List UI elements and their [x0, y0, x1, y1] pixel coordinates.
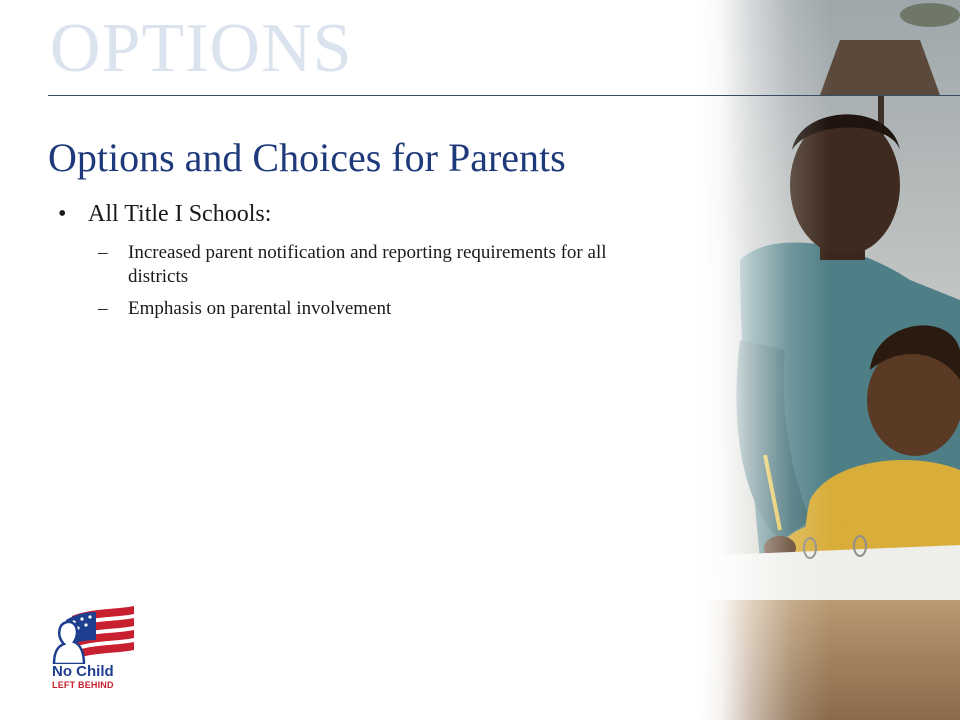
section-title: OPTIONS: [50, 10, 353, 87]
sub-bullet-item: [58, 297, 618, 321]
sub-bullet-marker: –: [98, 241, 108, 263]
sub-bullet-marker: –: [98, 298, 108, 320]
sub-bullet-item: [58, 241, 618, 289]
parent-child-photo: [700, 0, 960, 720]
header-divider: [48, 95, 960, 96]
bullet-list: [58, 200, 618, 330]
bullet-item: [58, 200, 618, 229]
bullet-text: All Title I Schools:: [88, 201, 272, 227]
sub-bullet-text: Increased parent notification and reporting requirements for all districts: [128, 241, 607, 287]
slide-title: Options and Choices for Parents: [48, 135, 566, 180]
flag-silhouette-icon: [52, 606, 136, 664]
logo-line-2: LEFT BEHIND: [52, 679, 114, 690]
no-child-left-behind-logo: [52, 606, 136, 696]
sub-bullet-text: Emphasis on parental involvement: [128, 298, 392, 320]
logo-wordmark: [52, 664, 136, 690]
logo-line-1: No Child: [52, 663, 114, 680]
photo-fade-overlay: [700, 0, 960, 720]
bullet-marker: •: [58, 201, 67, 227]
